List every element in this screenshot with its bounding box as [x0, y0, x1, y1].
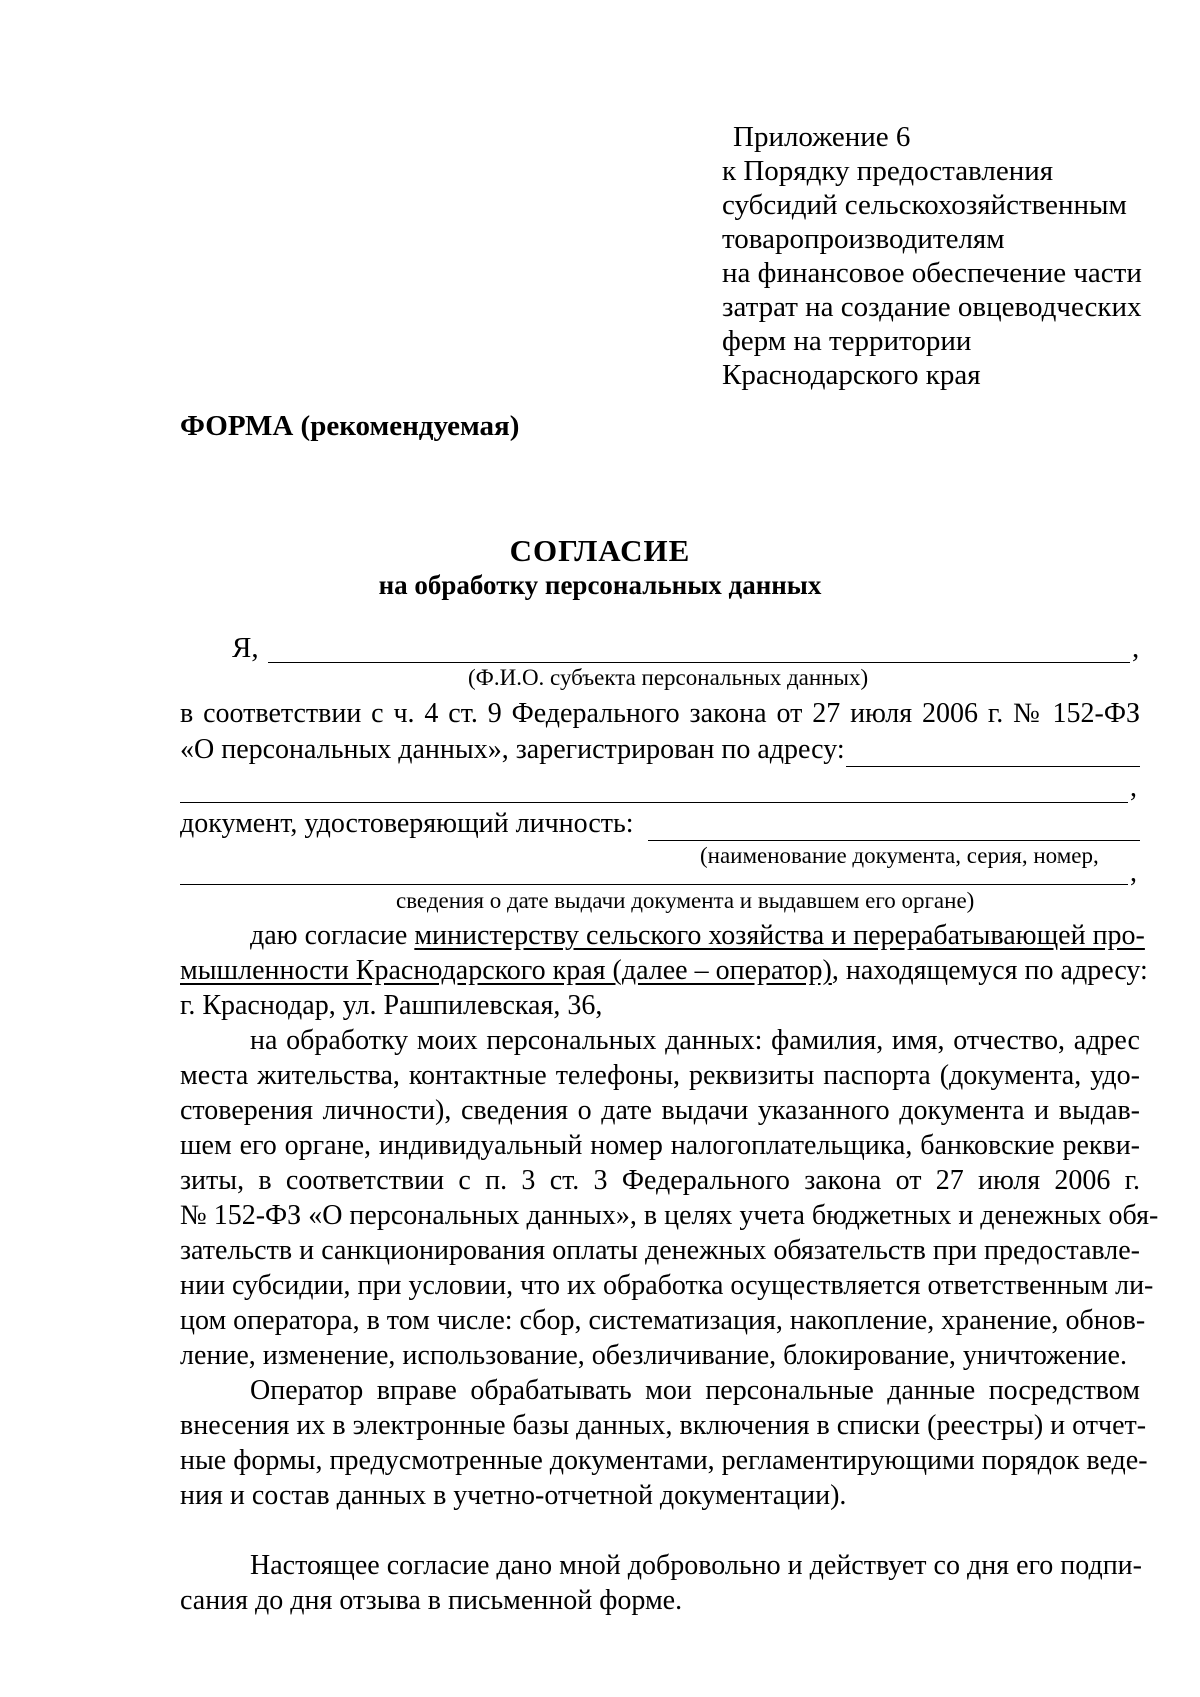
paragraph-line: ные формы, предусмотренные документами, регламентирующими порядок веде-	[180, 1445, 1148, 1476]
consent-line-1	[250, 920, 1145, 952]
paragraph-line: места жительства, контактные телефоны, реквизиты паспорта (документа, удо-	[180, 1060, 1140, 1091]
paragraph-line: Оператор вправе обрабатывать мои персональные данные посредством	[250, 1375, 1140, 1406]
comma: ,	[1132, 632, 1140, 664]
i-prefix: Я,	[232, 632, 259, 664]
fio-hint: (Ф.И.О. субъекта персональных данных)	[468, 665, 869, 690]
doc-hint: (наименование документа, серия, номер,	[700, 843, 1099, 868]
paragraph-line: нии субсидии, при условии, что их обработка осуществляется ответственным ли-	[180, 1270, 1154, 1301]
appendix-line: затрат на создание овцеводческих	[722, 291, 1142, 323]
document-title: СОГЛАСИЕ	[509, 533, 691, 568]
paragraph-line: на обработку моих персональных данных: фамилия, имя, отчество, адрес	[250, 1025, 1140, 1056]
consent-text: , находящемуся по адресу:	[831, 955, 1148, 986]
paragraph-line: стоверения личности), сведения о дате выдачи указанного документа и выдав-	[180, 1095, 1140, 1126]
document-subtitle: на обработку персональных данных	[378, 570, 822, 600]
address-label: «О персональных данных», зарегистрирован по адресу:	[180, 734, 845, 765]
paragraph-line: шем его органе, индивидуальный номер налогоплательщика, банковские рекви-	[180, 1130, 1140, 1161]
operator-name-continued: мышленности Краснодарского края (далее – оператор)	[180, 955, 832, 986]
paragraph-line: ния и состав данных в учетно-отчетной документации).	[180, 1480, 847, 1511]
paragraph-line: зательств и санкционирования оплаты денежных обязательств при предоставле-	[180, 1235, 1140, 1266]
fio-field[interactable]	[268, 662, 1130, 663]
comma: ,	[1130, 857, 1137, 888]
paragraph-line: зиты, в соответствии с п. 3 ст. 3 Федерального закона от 27 июля 2006 г.	[180, 1165, 1140, 1196]
appendix-line: Краснодарского края	[722, 359, 981, 391]
operator-address: г. Краснодар, ул. Рашпилевская, 36,	[180, 990, 603, 1021]
form-label: ФОРМА (рекомендуемая)	[180, 410, 520, 442]
address-field[interactable]	[846, 766, 1140, 767]
consent-text: даю согласие	[250, 920, 415, 951]
appendix-line: товаропроизводителям	[722, 223, 1005, 255]
paragraph-line: цом оператора, в том числе: сбор, систематизация, накопление, хранение, обнов-	[180, 1305, 1146, 1336]
consent-line-2	[180, 955, 1148, 987]
doc-hint-continued: сведения о дате выдачи документа и выдавшем его органе)	[396, 888, 975, 913]
law-line: в соответствии с ч. 4 ст. 9 Федерального закона от 27 июля 2006 г. № 152-ФЗ	[180, 698, 1140, 729]
paragraph-line: Настоящее согласие дано мной добровольно и действует со дня его подпи-	[250, 1550, 1142, 1581]
paragraph-line: внесения их в электронные базы данных, включения в списки (реестры) и отчет-	[180, 1410, 1147, 1441]
appendix-line: Приложение 6	[733, 121, 911, 153]
operator-name: министерству сельского хозяйства и перерабатывающей про-	[414, 920, 1145, 951]
address-field-continued[interactable]	[180, 802, 1128, 803]
appendix-line: субсидий сельскохозяйственным	[722, 189, 1127, 221]
appendix-line: к Порядку предоставления	[722, 155, 1054, 187]
paragraph-line: № 152-ФЗ «О персональных данных», в целях учета бюджетных и денежных обя-	[180, 1200, 1159, 1231]
appendix-line: ферм на территории	[722, 325, 972, 357]
doc-field[interactable]	[648, 840, 1140, 841]
paragraph-line: сания до дня отзыва в письменной форме.	[180, 1585, 683, 1616]
paragraph-line: ление, изменение, использование, обезличивание, блокирование, уничтожение.	[180, 1340, 1127, 1371]
doc-label: документ, удостоверяющий личность:	[180, 808, 634, 839]
appendix-block	[722, 120, 1142, 392]
doc-field-continued[interactable]	[180, 884, 1128, 885]
appendix-line: на финансовое обеспечение части	[722, 257, 1142, 289]
comma: ,	[1130, 772, 1137, 803]
